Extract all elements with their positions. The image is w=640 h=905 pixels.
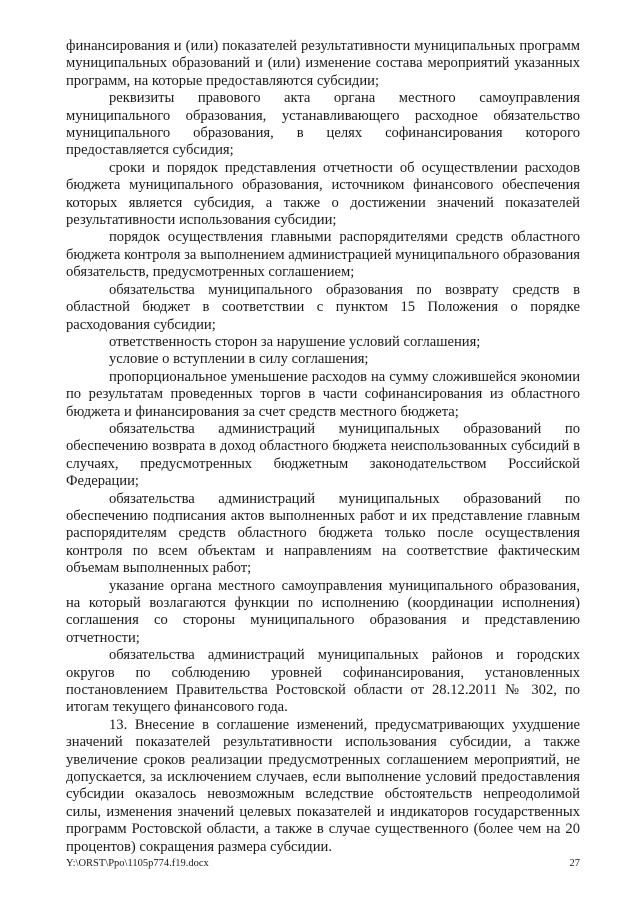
paragraph-12: обязательства администраций муниципальных районов и городских округов по соблюдению уровней софинансирования, установленных постановлением Правительства Ростовской области от 28.12.2011 № 302, по итогам текущего финансового года. [66,647,580,716]
paragraph-7: условие о вступлении в силу соглашения; [109,351,369,368]
footer-file-path: Y:\ORST\Ppo\1105p774.f19.docx [66,858,209,869]
paragraph-9: обязательства администраций муниципальных образований по обеспечению возврата в доход областного бюджета неиспользованных субсидий в случаях, предусмотренных бюджетным законодательством Российской Федерации; [66,420,580,490]
paragraph-13: 13. Внесение в соглашение изменений, предусматривающих ухудшение значений показателей результативности использования субсидии, а также увеличение сроков реализации предусмотренных соглашением мероприятий, не допускается, за исключением случаев, если выполнение условий предоставления субсидии оказалось невозможным вследствие обстоятельств непреодолимой силы, изменения значений целевых показателей и индикаторов государственных программ Ростовской области, а также в случае существенного (более чем на 20 процентов) сокращения размера субсидии. [66,716,580,855]
paragraph-2: реквизиты правового акта органа местного самоуправления муниципального образования, устанавливающего расходное обязательство муниципального образования, в целях софинансирования которого предоставляется субсидия; [66,90,580,159]
footer-page-number: 27 [569,858,580,869]
paragraph-11: указание органа местного самоуправления муниципального образования, на который возлагаются функции по исполнению (координации исполнения) соглашения со стороны муниципального образования и представлению отчетности; [66,577,580,646]
paragraph-1: финансирования и (или) показателей результативности муниципальных программ муниципальных образований и (или) изменение состава мероприятий указанных программ, на которые предоставляются субсидии; [66,38,580,89]
paragraph-6: ответственность сторон за нарушение условий соглашения; [109,333,481,350]
paragraph-3: сроки и порядок представления отчетности об осуществлении расходов бюджета муниципального образования, источником финансового обеспечения которых является субсидия, а также о достижении значений показателей результативности использования субсидии; [66,159,580,229]
paragraph-10: обязательства администраций муниципальных образований по обеспечению подписания актов выполненных работ и их представление главным распорядителям средств областного бюджета только после осуществления контроля по всем объектам и направлениям на соответствие фактическим объемам выполненных работ; [66,490,580,577]
paragraph-5: обязательства муниципального образования по возврату средств в областной бюджет в соответствии с пунктом 15 Положения о порядке расходования субсидии; [66,281,580,333]
paragraph-4: порядок осуществления главными распорядителями средств областного бюджета контроля за выполнением администрацией муниципального образования обязательств, предусмотренных соглашением; [66,229,580,281]
document-page [66,38,580,856]
paragraph-8: пропорциональное уменьшение расходов на сумму сложившейся экономии по результатам проведенных торгов в части софинансирования из областного бюджета и финансирования за счет средств местного бюджета; [66,368,580,420]
